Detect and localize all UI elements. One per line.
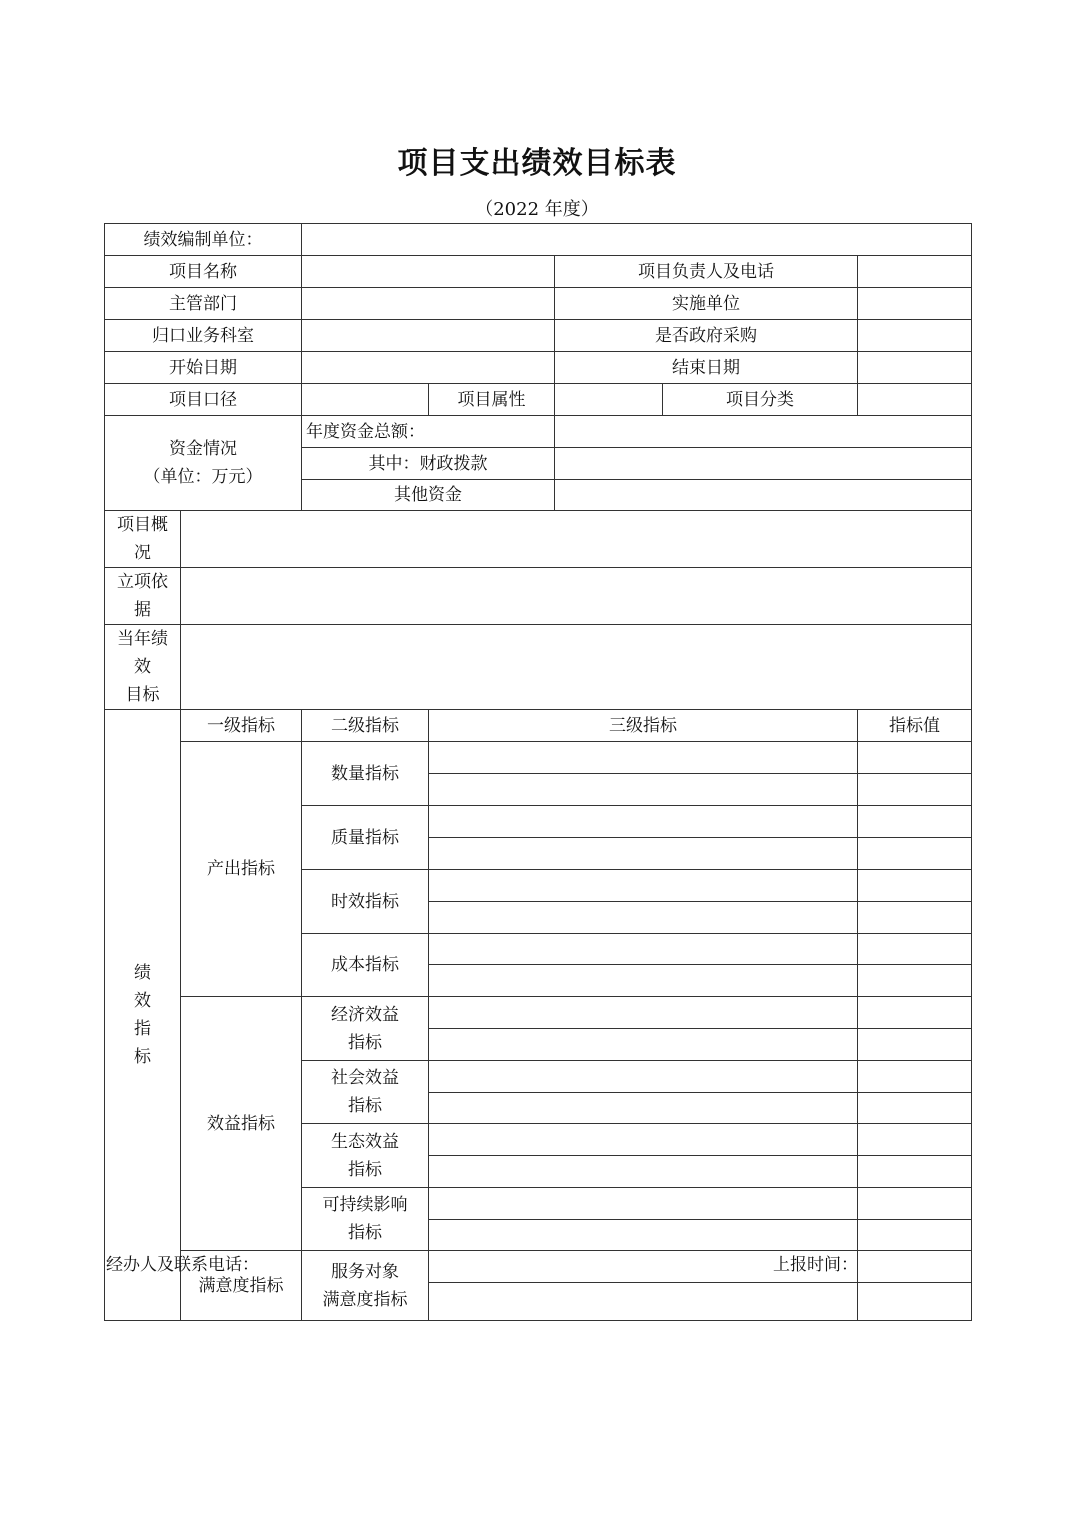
indicator-field[interactable] <box>429 774 858 806</box>
summary-label: 项目概况 <box>105 511 181 568</box>
form-year: （2022 年度） <box>475 199 599 220</box>
goal-field[interactable] <box>181 625 972 710</box>
indicator-field[interactable] <box>429 1220 858 1251</box>
value-field[interactable] <box>858 1188 972 1220</box>
header-level1: 一级指标 <box>181 710 302 742</box>
header-value: 指标值 <box>858 710 972 742</box>
ecological-label-line2: 指标 <box>348 1159 382 1180</box>
indicator-field[interactable] <box>429 934 858 965</box>
project-scope-label: 项目口径 <box>105 384 302 416</box>
sustainable-label <box>302 1188 429 1251</box>
goal-label-line1: 当年绩效 <box>117 629 168 677</box>
ecological-label <box>302 1124 429 1188</box>
section-char-2: 效 <box>134 991 151 1011</box>
value-field[interactable] <box>858 742 972 774</box>
project-name-field[interactable] <box>302 256 555 288</box>
value-field[interactable] <box>858 806 972 838</box>
service-label-line1: 服务对象 <box>331 1261 399 1282</box>
unit-field[interactable] <box>302 224 972 256</box>
implementer-field[interactable] <box>858 288 972 320</box>
value-field[interactable] <box>858 1220 972 1251</box>
sustainable-label-line1: 可持续影响 <box>322 1195 408 1215</box>
goal-label <box>105 625 181 710</box>
funds-other-label: 其他资金 <box>302 480 555 511</box>
business-office-field[interactable] <box>302 320 555 352</box>
indicator-field[interactable] <box>429 997 858 1029</box>
department-label: 主管部门 <box>105 288 302 320</box>
value-field[interactable] <box>858 774 972 806</box>
service-label <box>302 1251 429 1321</box>
value-field[interactable] <box>858 1093 972 1124</box>
indicator-field[interactable] <box>429 1029 858 1061</box>
project-category-label: 项目分类 <box>663 384 858 416</box>
form-title: 项目支出绩效目标表 <box>397 146 677 181</box>
service-label-line2: 满意度指标 <box>322 1289 408 1310</box>
funds-fiscal-label: 其中：财政拨款 <box>302 448 555 480</box>
section-char-3: 指 <box>134 1019 151 1039</box>
project-name-label: 项目名称 <box>105 256 302 288</box>
implementer-label: 实施单位 <box>555 288 858 320</box>
indicator-field[interactable] <box>429 838 858 870</box>
quantity-label: 数量指标 <box>302 742 429 806</box>
header-level2: 二级指标 <box>302 710 429 742</box>
value-field[interactable] <box>858 1156 972 1188</box>
section-char-4: 标 <box>134 1047 151 1067</box>
indicator-field[interactable] <box>429 1124 858 1156</box>
funds-fiscal-field[interactable] <box>555 448 972 480</box>
value-field[interactable] <box>858 870 972 902</box>
project-attr-field[interactable] <box>555 384 663 416</box>
project-leader-label: 项目负责人及电话 <box>555 256 858 288</box>
cost-label: 成本指标 <box>302 934 429 997</box>
social-label-line2: 指标 <box>348 1096 382 1116</box>
project-scope-field[interactable] <box>302 384 429 416</box>
timeliness-label: 时效指标 <box>302 870 429 934</box>
value-field[interactable] <box>858 838 972 870</box>
value-field[interactable] <box>858 1029 972 1061</box>
value-field[interactable] <box>858 1124 972 1156</box>
funds-label-line1: 资金情况 <box>169 439 237 459</box>
indicator-field[interactable] <box>429 1283 858 1321</box>
handler-phone-label: 经办人及联系电话： <box>106 1255 259 1275</box>
funds-label <box>105 416 302 511</box>
unit-label: 绩效编制单位： <box>105 224 302 256</box>
basis-label: 立项依据 <box>105 568 181 625</box>
end-date-label: 结束日期 <box>555 352 858 384</box>
funds-label-line2: （单位：万元） <box>143 467 263 487</box>
economic-label <box>302 997 429 1061</box>
indicator-field[interactable] <box>429 1156 858 1188</box>
social-label <box>302 1061 429 1124</box>
benefit-label: 效益指标 <box>181 997 302 1251</box>
value-field[interactable] <box>858 1283 972 1321</box>
funds-other-field[interactable] <box>555 480 972 511</box>
indicator-field[interactable] <box>429 1188 858 1220</box>
start-date-field[interactable] <box>302 352 555 384</box>
goal-label-line2: 目标 <box>125 685 160 705</box>
summary-field[interactable] <box>181 511 972 568</box>
value-field[interactable] <box>858 934 972 965</box>
project-category-field[interactable] <box>858 384 972 416</box>
project-leader-field[interactable] <box>858 256 972 288</box>
indicator-field[interactable] <box>429 965 858 997</box>
indicator-field[interactable] <box>429 870 858 902</box>
indicator-field[interactable] <box>429 1061 858 1093</box>
business-office-label: 归口业务科室 <box>105 320 302 352</box>
indicator-field[interactable] <box>429 902 858 934</box>
indicator-field[interactable] <box>429 806 858 838</box>
value-field[interactable] <box>858 997 972 1029</box>
gov-procurement-field[interactable] <box>858 320 972 352</box>
economic-label-line1: 经济效益 <box>331 1004 399 1025</box>
basis-field[interactable] <box>181 568 972 625</box>
quality-label: 质量指标 <box>302 806 429 870</box>
satisfaction-label: 满意度指标 <box>181 1251 302 1321</box>
output-label: 产出指标 <box>181 742 302 997</box>
value-field[interactable] <box>858 965 972 997</box>
project-attr-label: 项目属性 <box>429 384 555 416</box>
sustainable-label-line2: 指标 <box>348 1223 382 1243</box>
value-field[interactable] <box>858 1061 972 1093</box>
funds-total-field[interactable] <box>555 416 972 448</box>
gov-procurement-label: 是否政府采购 <box>555 320 858 352</box>
value-field[interactable] <box>858 1251 972 1283</box>
report-time-label: 上报时间： <box>773 1255 858 1275</box>
header-level3: 三级指标 <box>429 710 858 742</box>
indicator-field[interactable] <box>429 742 858 774</box>
economic-label-line2: 指标 <box>348 1032 382 1053</box>
value-field[interactable] <box>858 902 972 934</box>
funds-total-label: 年度资金总额： <box>302 416 555 448</box>
indicators-section-label <box>105 710 181 1321</box>
ecological-label-line1: 生态效益 <box>331 1131 399 1152</box>
section-char-1: 绩 <box>134 963 151 983</box>
department-field[interactable] <box>302 288 555 320</box>
start-date-label: 开始日期 <box>105 352 302 384</box>
indicator-field[interactable] <box>429 1093 858 1124</box>
end-date-field[interactable] <box>858 352 972 384</box>
performance-target-table <box>104 223 972 1321</box>
social-label-line1: 社会效益 <box>331 1068 399 1088</box>
